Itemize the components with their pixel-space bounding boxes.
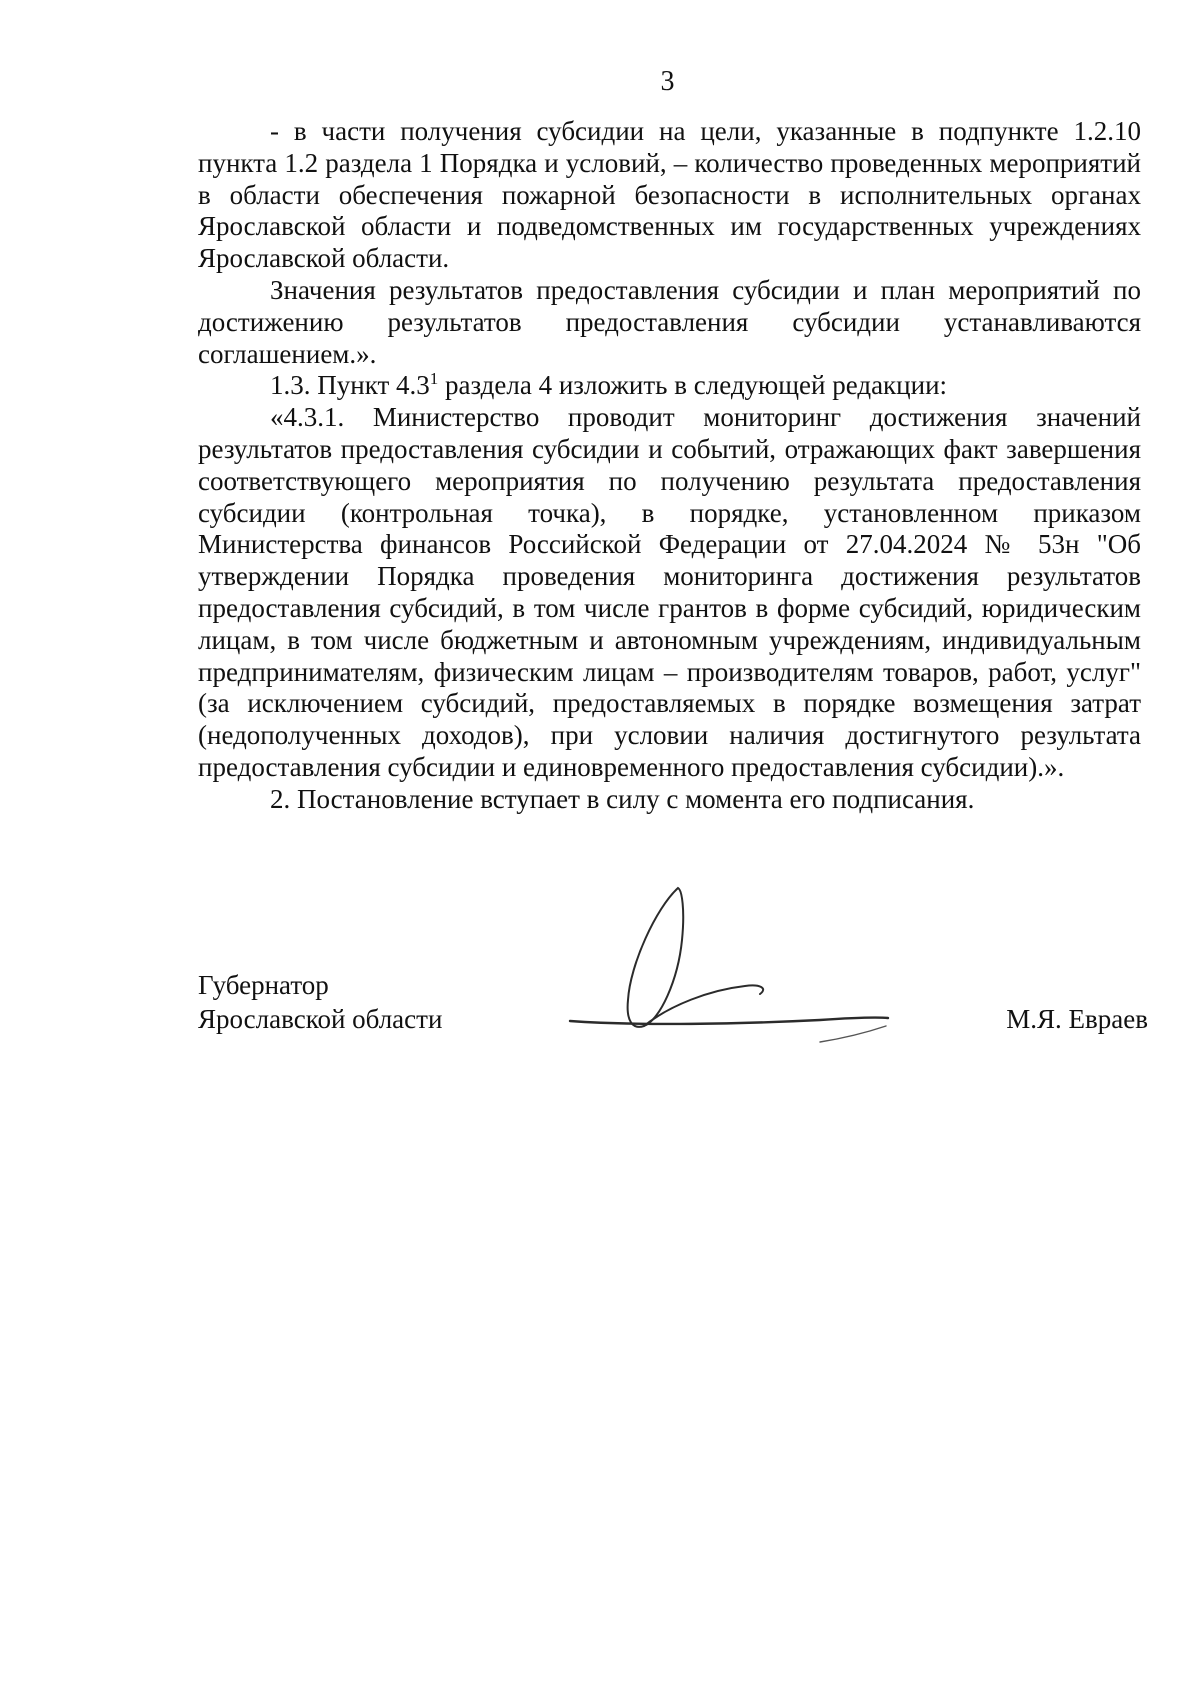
paragraph-results-values: Значения результатов предоставления субсидии и план мероприятий по достижению результатов предоставления субсидии устанавливаются соглашением.». [198, 274, 1141, 369]
amendment-text-after: раздела 4 изложить в следующей редакции: [438, 370, 948, 401]
amendment-superscript: 1 [429, 369, 439, 389]
page-number: 3 [660, 66, 675, 97]
signatory-position [198, 968, 442, 1036]
handwritten-signature [560, 880, 940, 1050]
paragraph-monitoring-4-3-1: «4.3.1. Министерство проводит мониторинг достижения значений результатов предоставления субсидии и событий, отражающих факт завершения соответствующего мероприятия по получению результата предоставления субсидии (контрольная точка), в порядке, установленном приказом Министерства финансов Российской Федерации от 27.04.2024 № 53н "Об утверждении Порядка проведения мониторинга достижения результатов предоставления субсидий, в том числе грантов в форме субсидий, юридическим лицам, в том числе бюджетным и автономным учреждениям, индивидуальным предпринимателям, физическим лицам – производителям товаров, работ, услуг" (за исключением субсидий, предоставляемых в порядке возмещения затрат (недополученных доходов), при условии наличия достигнутого результата предоставления субсидии и единовременного предоставления субсидии).». [198, 402, 1141, 782]
paragraph-results-fire-safety: - в части получения субсидии на цели, указанные в подпункте 1.2.10 пункта 1.2 раздела 1 Порядка и условий, – количество проведенных мероприятий в области обеспечения пожарной безопасности в исполнительных органах Ярославской области и подведомственных им государственных учреждениях Ярославской области. [198, 116, 1141, 274]
document-body [198, 116, 1141, 816]
amendment-text-before: 1.3. Пункт 4.3 [270, 370, 430, 401]
signatory-name: М.Я. Евраев [1006, 1004, 1148, 1034]
signatory-position-line1: Губернатор [198, 970, 329, 1000]
signatory-position-line2: Ярославской области [198, 1004, 443, 1034]
paragraph-amendment-1-3 [198, 370, 1141, 402]
paragraph-entry-into-force: 2. Постановление вступает в силу с момента его подписания. [270, 783, 975, 814]
